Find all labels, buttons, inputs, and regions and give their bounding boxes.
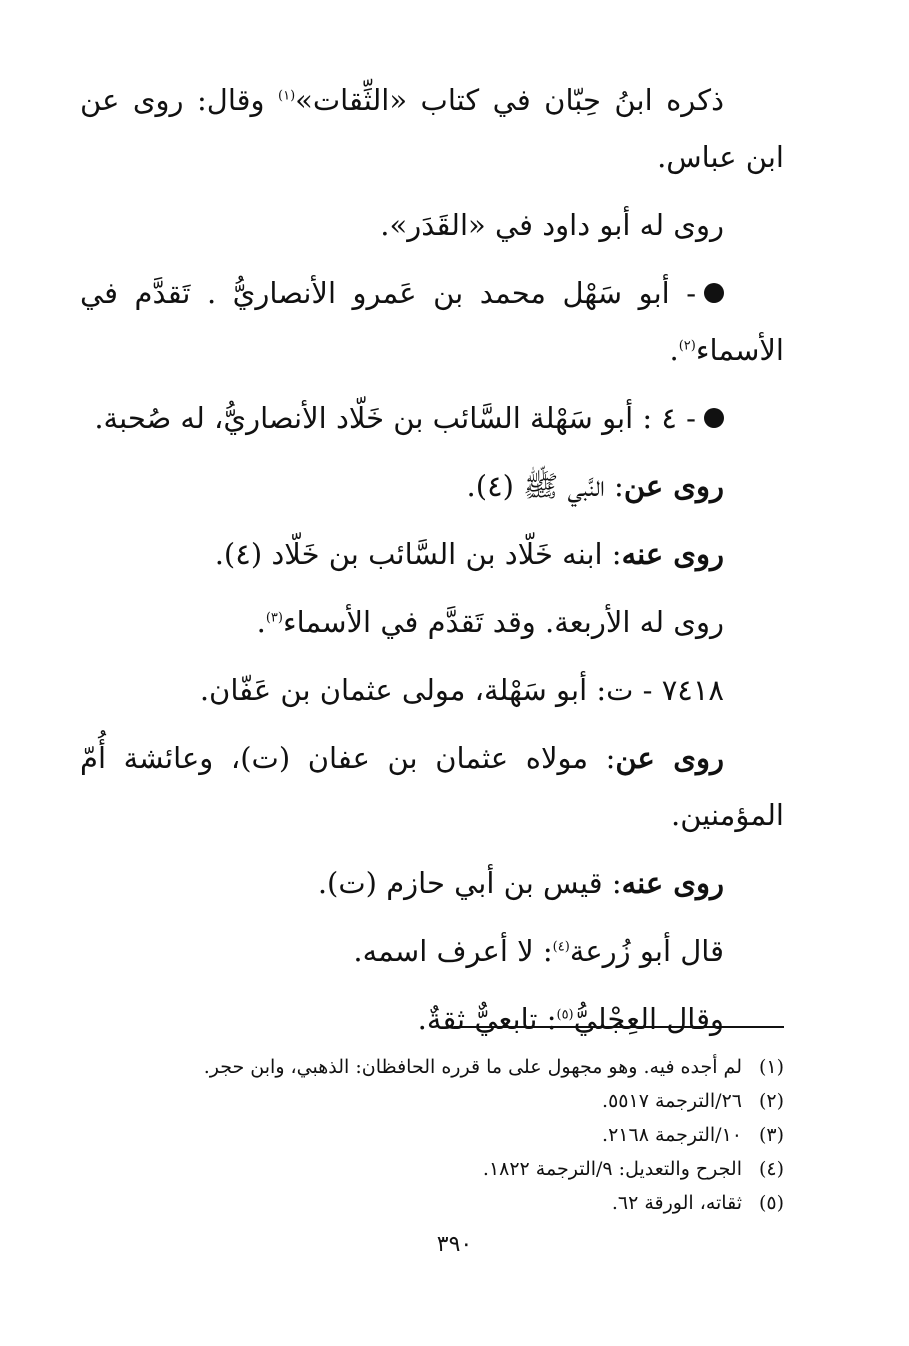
footnote-ref-1: (١) xyxy=(278,88,296,104)
footnotes xyxy=(80,1050,784,1220)
text: وقال: روى عن ابن عباس. xyxy=(80,83,784,174)
text: : النَّبي ﷺ (٤). xyxy=(466,469,624,503)
label: روى عن xyxy=(615,741,724,775)
text: - ٤ : أبو سَهْلة السَّائب بن خَلّاد الأنصاريُّ، له صُحبة. xyxy=(94,401,696,435)
footnote-item xyxy=(80,1084,784,1118)
entry-7418 xyxy=(80,662,784,719)
footnote-number: (٥) xyxy=(758,1192,784,1214)
footnote-item xyxy=(80,1118,784,1152)
label: روى عنه xyxy=(621,537,724,571)
narrated-from-2 xyxy=(80,730,784,844)
narrated-by xyxy=(80,526,784,583)
paragraph-ijli xyxy=(80,991,784,1048)
footnote-divider xyxy=(454,1026,784,1028)
footnote-number: (٣) xyxy=(758,1124,784,1146)
footnote-text: ١٠/الترجمة ٢١٦٨. xyxy=(602,1124,742,1146)
footnote-text: ثقاته، الورقة ٦٢. xyxy=(611,1192,742,1214)
text: قال أبو زُرعة xyxy=(569,934,724,968)
entry-abu-sahla-saib xyxy=(80,390,784,447)
text: . xyxy=(669,333,679,367)
text: روى له الأربعة. وقد تَقدَّم في الأسماء xyxy=(282,605,724,639)
narrated-by-2 xyxy=(80,855,784,912)
narrated-from xyxy=(80,458,784,515)
text: : قيس بن أبي حازم (ت). xyxy=(317,866,622,900)
paragraph-abu-zura xyxy=(80,923,784,980)
text: وقال العِجْليُّ xyxy=(573,1002,724,1036)
entry-abu-sahl xyxy=(80,265,784,379)
bullet-icon xyxy=(704,283,724,303)
text: روى له أبو داود في «القَدَر». xyxy=(380,208,724,242)
text: . xyxy=(256,605,266,639)
paragraph-ibn-hibban xyxy=(80,72,784,186)
footnote-text: الجرح والتعديل: ٩/الترجمة ١٨٢٢. xyxy=(482,1158,742,1180)
label: روى عنه xyxy=(621,866,724,900)
footnote-text: ٢٦/الترجمة ٥٥١٧. xyxy=(602,1090,742,1112)
text: : مولاه عثمان بن عفان (ت)، وعائشة أُمّ المؤمنين. xyxy=(80,741,784,832)
footnote-number: (٢) xyxy=(758,1090,784,1112)
footnote-ref-2: (٢) xyxy=(678,338,696,354)
footnote-ref-5: (٥) xyxy=(556,1007,574,1023)
footnote-text: لم أجده فيه. وهو مجهول على ما قرره الحافظان: الذهبي، وابن حجر. xyxy=(203,1056,742,1078)
paragraph-abu-dawud xyxy=(80,197,784,254)
text: ٧٤١٨ - ت: أبو سَهْلة، مولى عثمان بن عَفّان. xyxy=(199,673,724,707)
page-number: ٣٩٠ xyxy=(436,1232,473,1257)
main-text xyxy=(80,72,784,1059)
footnote-item xyxy=(80,1050,784,1084)
footnote-number: (٤) xyxy=(758,1158,784,1180)
text: ذكره ابنُ حِبّان في كتاب «الثِّقات» xyxy=(295,83,724,117)
text: : لا أعرف اسمه. xyxy=(353,934,553,968)
footnote-item xyxy=(80,1152,784,1186)
footnote-ref-4: (٤) xyxy=(552,939,570,955)
bullet-icon xyxy=(704,408,724,428)
text: : ابنه خَلّاد بن السَّائب بن خَلّاد (٤). xyxy=(214,537,622,571)
text: : تابعيٌّ ثقةٌ. xyxy=(417,1002,557,1036)
footnote-ref-3: (٣) xyxy=(265,610,283,626)
footnote-item xyxy=(80,1186,784,1220)
label: روى عن xyxy=(623,469,724,503)
footnote-number: (١) xyxy=(758,1056,784,1078)
paragraph-arbaa xyxy=(80,594,784,651)
text: - أبو سَهْل محمد بن عَمرو الأنصاريُّ . تَقدَّم في الأسماء xyxy=(80,276,784,367)
